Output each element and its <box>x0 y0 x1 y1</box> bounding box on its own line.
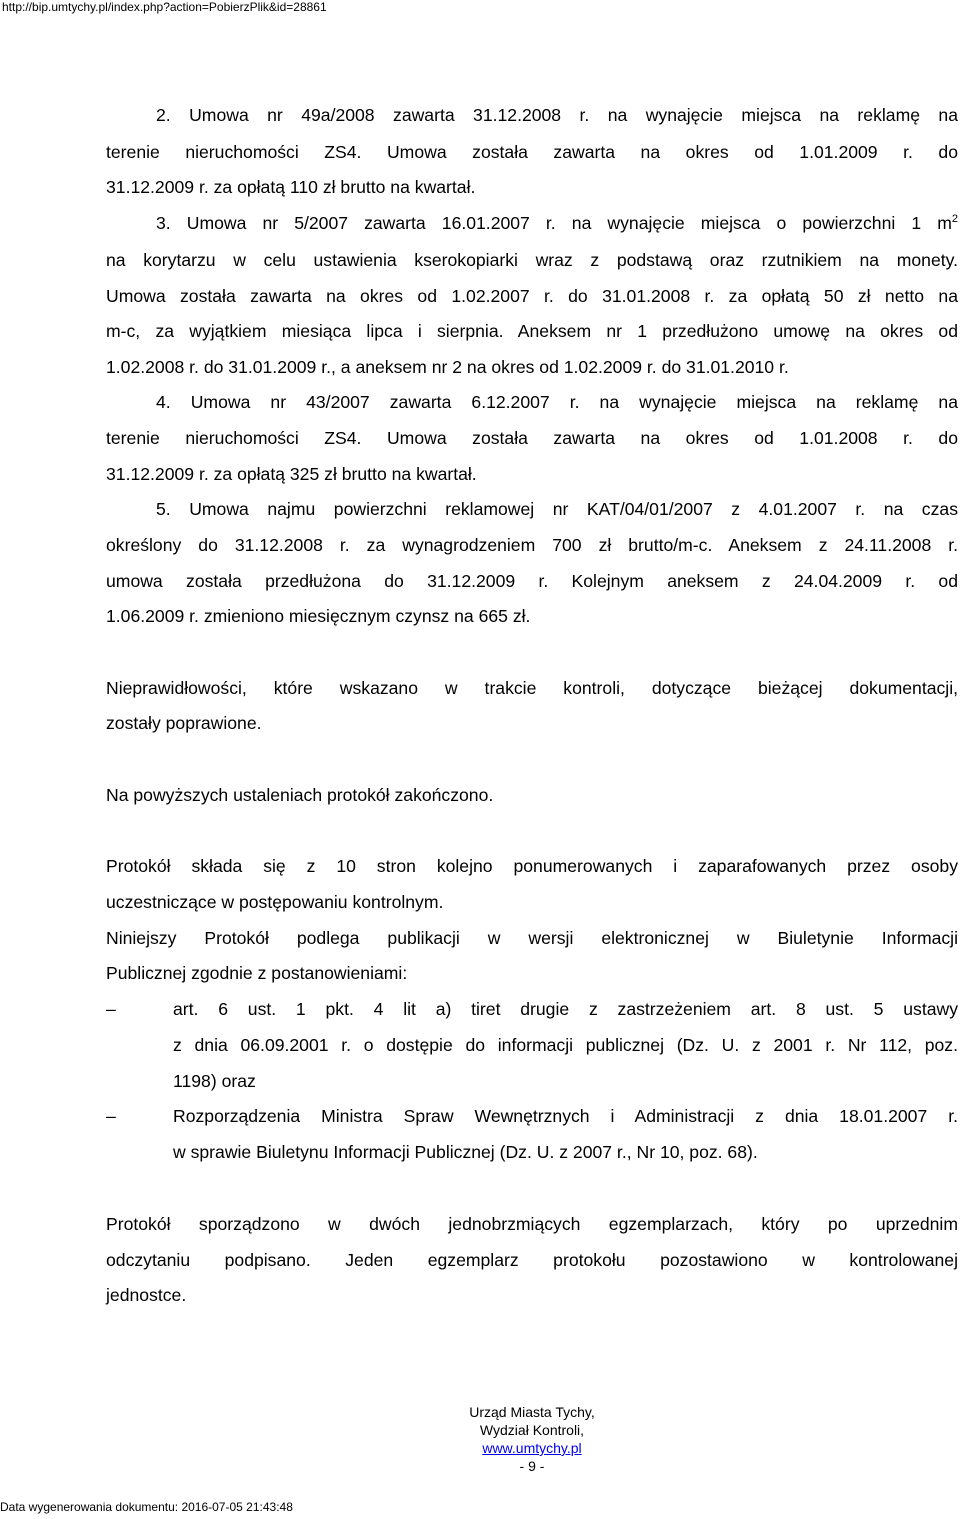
item-4-line-3: 31.12.2009 r. za opłatą 325 zł brutto na kwartał. <box>106 464 477 484</box>
pages-line-1: Protokół składa się z 10 stron kolejno ponumerowanych i zaparafowanych przez osoby <box>106 856 958 876</box>
copies-line-2: odczytaniu podpisano. Jeden egzemplarz protokołu pozostawiono w kontrolowanej <box>106 1250 958 1270</box>
item-2-line-2: terenie nieruchomości ZS4. Umowa została zawarta na okres od 1.01.2009 r. do <box>106 142 958 162</box>
footer-office: Urząd Miasta Tychy, <box>469 1404 595 1420</box>
item-3-line-3: Umowa została zawarta na okres od 1.02.2007 r. do 31.01.2008 r. za opłatą 50 zł netto na <box>106 286 958 306</box>
publication-line-2: Publicznej zgodnie z postanowieniami: <box>106 963 408 983</box>
item-3-line-5: 1.02.2008 r. do 31.01.2009 r., a aneksem nr 2 na okres od 1.02.2009 r. do 31.01.2010 r. <box>106 357 789 377</box>
item-5-line-4: 1.06.2009 r. zmieniono miesięcznym czynsz na 665 zł. <box>106 606 531 626</box>
footer-department: Wydział Kontroli, <box>479 1422 585 1438</box>
item-2-line-3: 31.12.2009 r. za opłatą 110 zł brutto na kwartał. <box>106 177 476 197</box>
item-5-line-1: 5. Umowa najmu powierzchni reklamowej nr KAT/04/01/2007 z 4.01.2007 r. na czas <box>156 499 958 519</box>
item-2-line-1: 2. Umowa nr 49a/2008 zawarta 31.12.2008 r. na wynajęcie miejsca na reklamę na <box>156 105 958 125</box>
copies-line-3: jednostce. <box>106 1285 187 1305</box>
irregularities-line-1: Nieprawidłowości, które wskazano w trakcie kontroli, dotyczące bieżącej dokumentacji, <box>106 678 958 698</box>
publication-line-1: Niniejszy Protokół podlega publikacji w wersji elektronicznej w Biuletynie Informacji <box>106 928 958 948</box>
bullet-dash-1: – <box>106 999 116 1019</box>
bullet-2-line-1: Rozporządzenia Ministra Spraw Wewnętrznych i Administracji z dnia 18.01.2007 r. <box>173 1106 958 1126</box>
bullet-1-line-2: z dnia 06.09.2001 r. o dostępie do informacji publicznej (Dz. U. z 2001 r. Nr 112, poz. <box>173 1035 958 1055</box>
page-number: - 9 - <box>519 1458 545 1474</box>
copies-line-1: Protokół sporządzono w dwóch jednobrzmiących egzemplarzach, który po uprzednim <box>106 1214 958 1234</box>
item-3-line-2: na korytarzu w celu ustawienia kserokopiarki wraz z podstawą oraz rzutnikiem na monety. <box>106 250 958 270</box>
bullet-2-line-2: w sprawie Biuletynu Informacji Publicznej (Dz. U. z 2007 r., Nr 10, poz. 68). <box>173 1142 758 1162</box>
superscript: 2 <box>951 213 958 226</box>
irregularities-line-2: zostały poprawione. <box>106 713 262 733</box>
source-url: http://bip.umtychy.pl/index.php?action=PobierzPlik&id=28861 <box>2 0 327 14</box>
website-link[interactable]: www.umtychy.pl <box>482 1440 582 1456</box>
item-4-line-2: terenie nieruchomości ZS4. Umowa została zawarta na okres od 1.01.2008 r. do <box>106 428 958 448</box>
footer-website <box>396 1439 668 1457</box>
item-4-line-1: 4. Umowa nr 43/2007 zawarta 6.12.2007 r. na wynajęcie miejsca na reklamę na <box>156 392 958 412</box>
item-5-line-3: umowa została przedłużona do 31.12.2009 r. Kolejnym aneksem z 24.04.2009 r. od <box>106 571 958 591</box>
bullet-dash-2: – <box>106 1106 116 1126</box>
concluded-line: Na powyższych ustaleniach protokół zakończono. <box>106 785 494 805</box>
bullet-1-line-1: art. 6 ust. 1 pkt. 4 lit a) tiret drugie z zastrzeżeniem art. 8 ust. 5 ustawy <box>173 999 958 1019</box>
item-5-line-2: określony do 31.12.2008 r. za wynagrodzeniem 700 zł brutto/m-c. Aneksem z 24.11.2008 r. <box>106 535 958 555</box>
item-3-line-1: 3. Umowa nr 5/2007 zawarta 16.01.2007 r. na wynajęcie miejsca o powierzchni 1 $m^2$ <box>156 213 958 233</box>
pages-line-2: uczestniczące w postępowaniu kontrolnym. <box>106 892 444 912</box>
item-3-line-4: m-c, za wyjątkiem miesiąca lipca i sierpnia. Aneksem nr 1 przedłużono umowę na okres od <box>106 321 958 341</box>
bullet-1-line-3: 1198) oraz <box>173 1071 256 1091</box>
generation-date: Data wygenerowania dokumentu: 2016-07-05 21:43:48 <box>0 1500 293 1514</box>
